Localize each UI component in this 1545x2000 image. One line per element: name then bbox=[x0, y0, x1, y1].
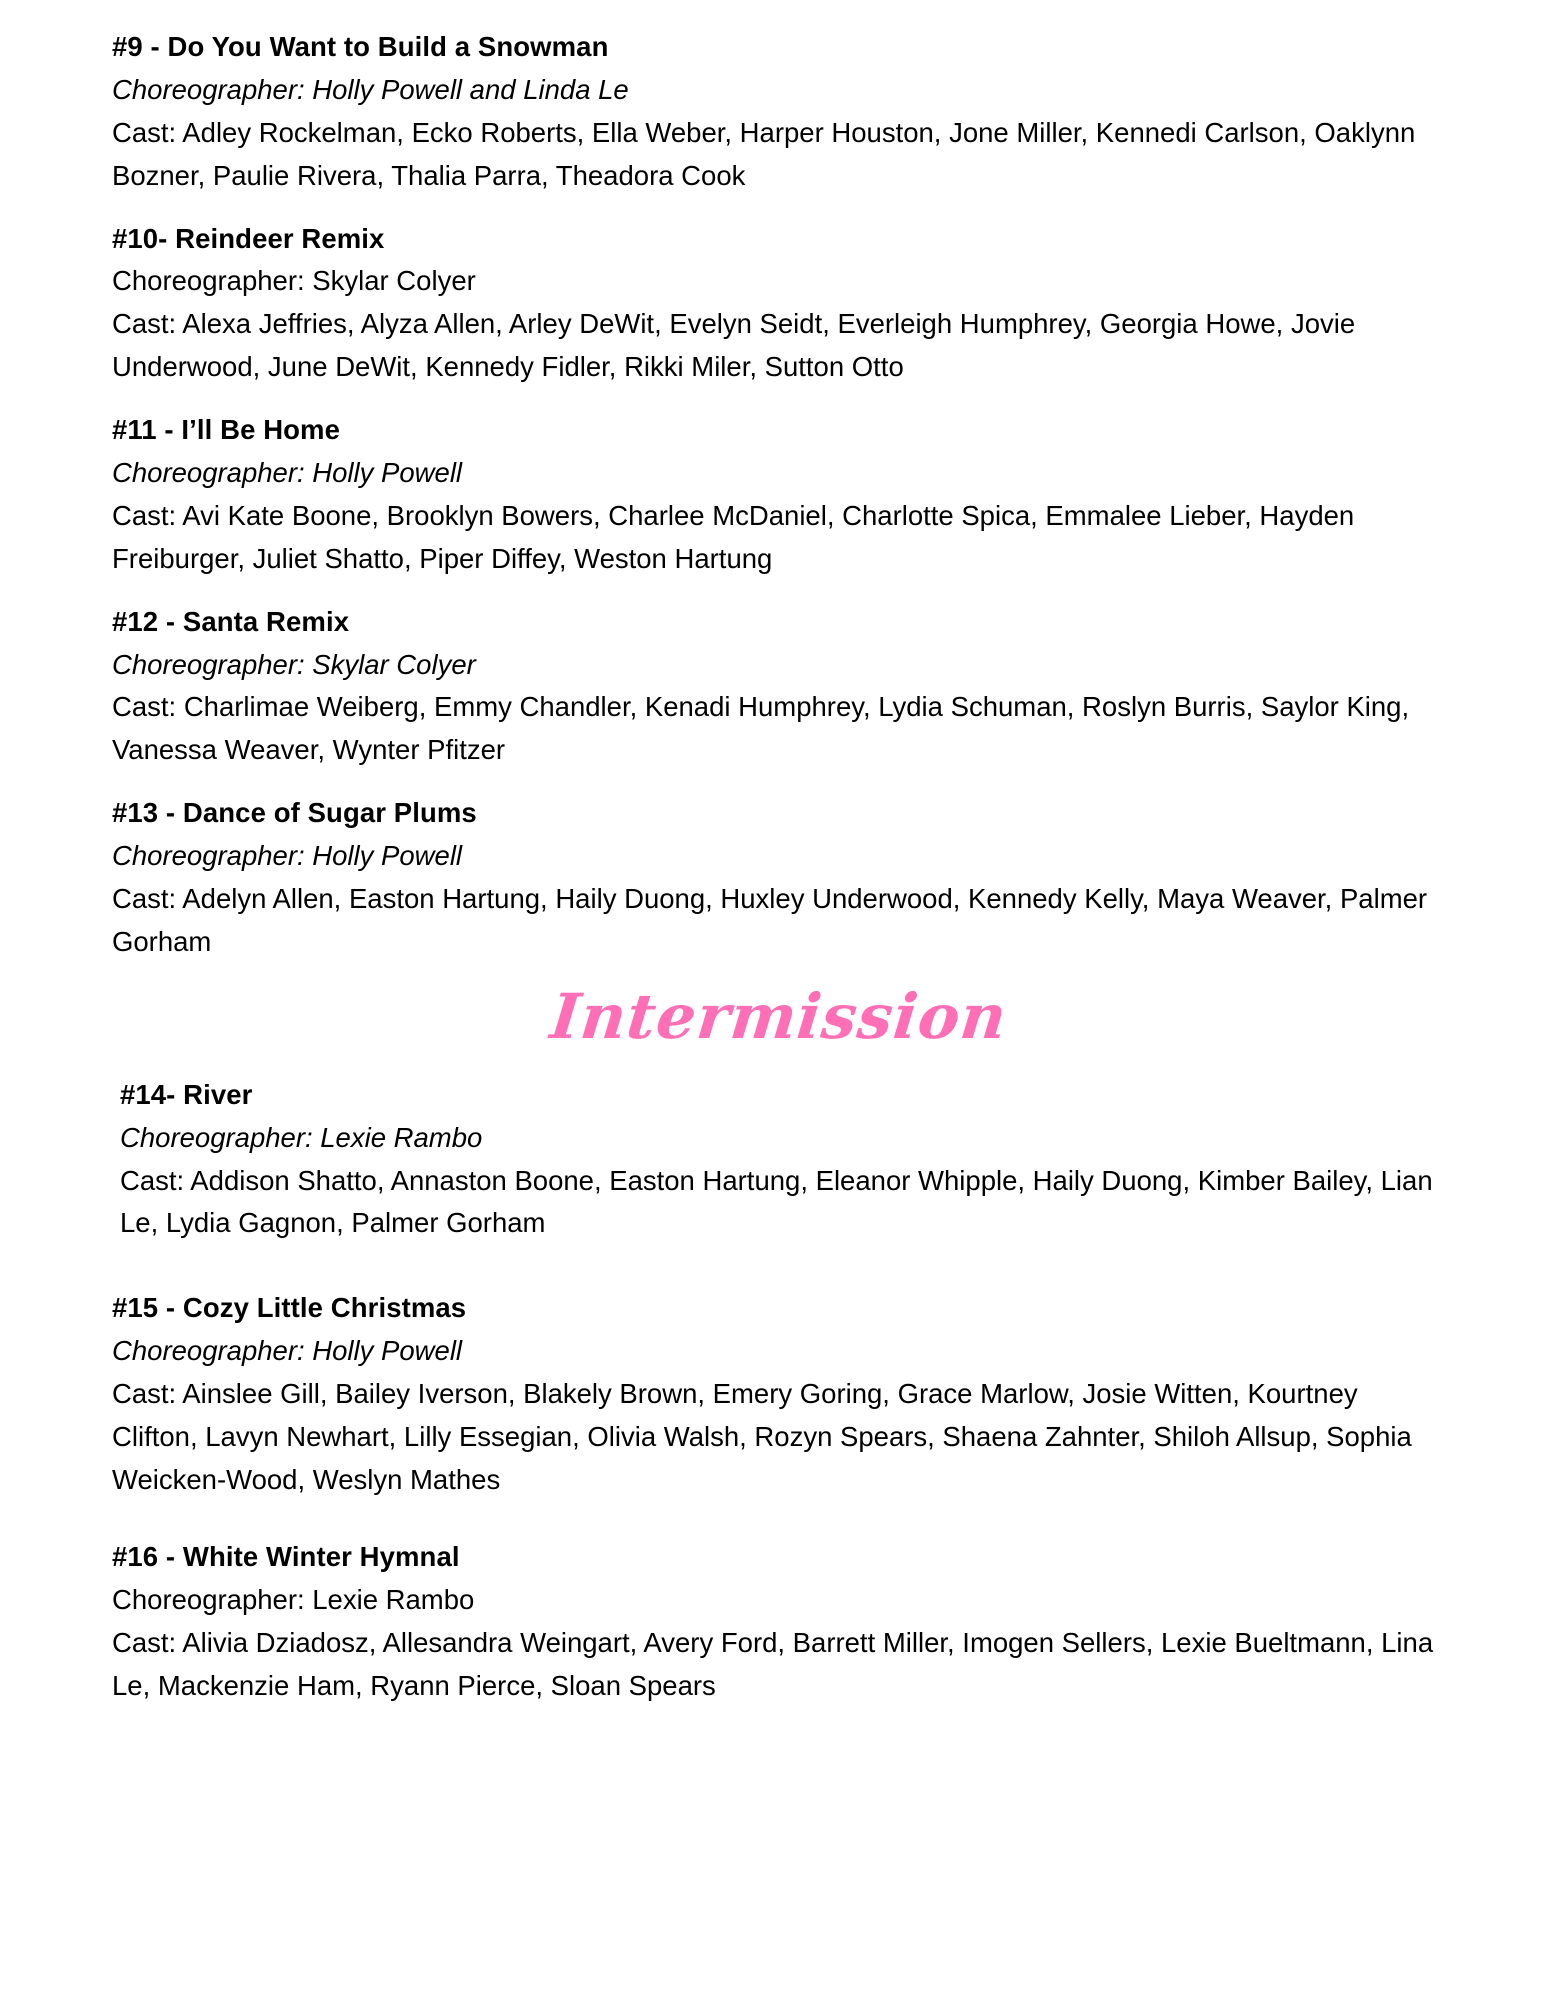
program-entry-11 bbox=[112, 409, 1445, 581]
entry-choreographer: Choreographer: Skylar Colyer bbox=[112, 265, 476, 297]
intermission-banner bbox=[112, 979, 1445, 1053]
entry-title: #15 - Cozy Little Christmas bbox=[112, 1292, 467, 1324]
entry-cast: Cast: Alexa Jeffries, Alyza Allen, Arley DeWit, Evelyn Seidt, Everleigh Humphrey, Georgia Howe, Jovie Underwood, June DeWit, Kennedy Fidler, Rikki Miler, Sutton Otto bbox=[112, 308, 1356, 383]
entry-choreographer: Choreographer: Lexie Rambo bbox=[112, 1583, 475, 1615]
entry-cast: Cast: Adelyn Allen, Easton Hartung, Haily Duong, Huxley Underwood, Kennedy Kelly, Maya Weaver, Palmer Gorham bbox=[112, 883, 1428, 957]
program-entry-12 bbox=[112, 601, 1445, 773]
entry-title: #12 - Santa Remix bbox=[112, 605, 350, 637]
program-entry-15 bbox=[112, 1287, 1445, 1501]
entry-title: #16 - White Winter Hymnal bbox=[112, 1540, 460, 1572]
program-entry-16 bbox=[112, 1536, 1445, 1708]
entry-title: #10- Reindeer Remix bbox=[112, 222, 385, 254]
program-entry-13 bbox=[112, 792, 1445, 964]
program-entry-14 bbox=[112, 1074, 1445, 1246]
entry-cast: Cast: Adley Rockelman, Ecko Roberts, Ella Weber, Harper Houston, Jone Miller, Kennedi Carlson, Oaklynn Bozner, Paulie Rivera, Thalia Parra, Theadora Cook bbox=[112, 116, 1416, 191]
entry-cast: Cast: Ainslee Gill, Bailey Iverson, Blakely Brown, Emery Goring, Grace Marlow, Josie Witten, Kourtney Clifton, Lavyn Newhart, Lilly Essegian, Olivia Walsh, Rozyn Spears, Shaena Zahnter, Shiloh Allsup, Sophia Weicken-Wood, Weslyn Mathes bbox=[112, 1378, 1412, 1495]
entry-title: #9 - Do You Want to Build a Snowman bbox=[112, 31, 609, 62]
program-entry-10 bbox=[112, 218, 1445, 390]
entry-choreographer: Choreographer: Holly Powell bbox=[112, 840, 463, 872]
entry-choreographer: Choreographer: Skylar Colyer bbox=[112, 648, 476, 680]
entry-title: #14- River bbox=[120, 1078, 253, 1110]
intermission-label: Intermission bbox=[546, 979, 1011, 1053]
entry-cast: Cast: Avi Kate Boone, Brooklyn Bowers, Charlee McDaniel, Charlotte Spica, Emmalee Lieber, Hayden Freiburger, Juliet Shatto, Piper Diffey, Weston Hartung bbox=[112, 499, 1355, 574]
entry-choreographer: Choreographer: Lexie Rambo bbox=[120, 1121, 483, 1153]
entry-title: #13 - Dance of Sugar Plums bbox=[112, 797, 477, 829]
entry-cast: Cast: Addison Shatto, Annaston Boone, Easton Hartung, Eleanor Whipple, Haily Duong, Kimber Bailey, Lian Le, Lydia Gagnon, Palmer Gorham bbox=[120, 1164, 1433, 1239]
entry-choreographer: Choreographer: Holly Powell bbox=[112, 1335, 463, 1367]
entry-choreographer: Choreographer: Holly Powell and Linda Le bbox=[112, 73, 629, 105]
program-entry-9 bbox=[112, 26, 1445, 198]
entry-cast: Cast: Charlimae Weiberg, Emmy Chandler, Kenadi Humphrey, Lydia Schuman, Roslyn Burris, Saylor King, Vanessa Weaver, Wynter Pfitzer bbox=[112, 691, 1410, 766]
entry-choreographer: Choreographer: Holly Powell bbox=[112, 457, 463, 489]
entry-title: #11 - I’ll Be Home bbox=[112, 414, 341, 446]
entry-cast: Cast: Alivia Dziadosz, Allesandra Weingart, Avery Ford, Barrett Miller, Imogen Sellers, Lexie Bueltmann, Lina Le, Mackenzie Ham, Ryann Pierce, Sloan Spears bbox=[112, 1626, 1434, 1701]
